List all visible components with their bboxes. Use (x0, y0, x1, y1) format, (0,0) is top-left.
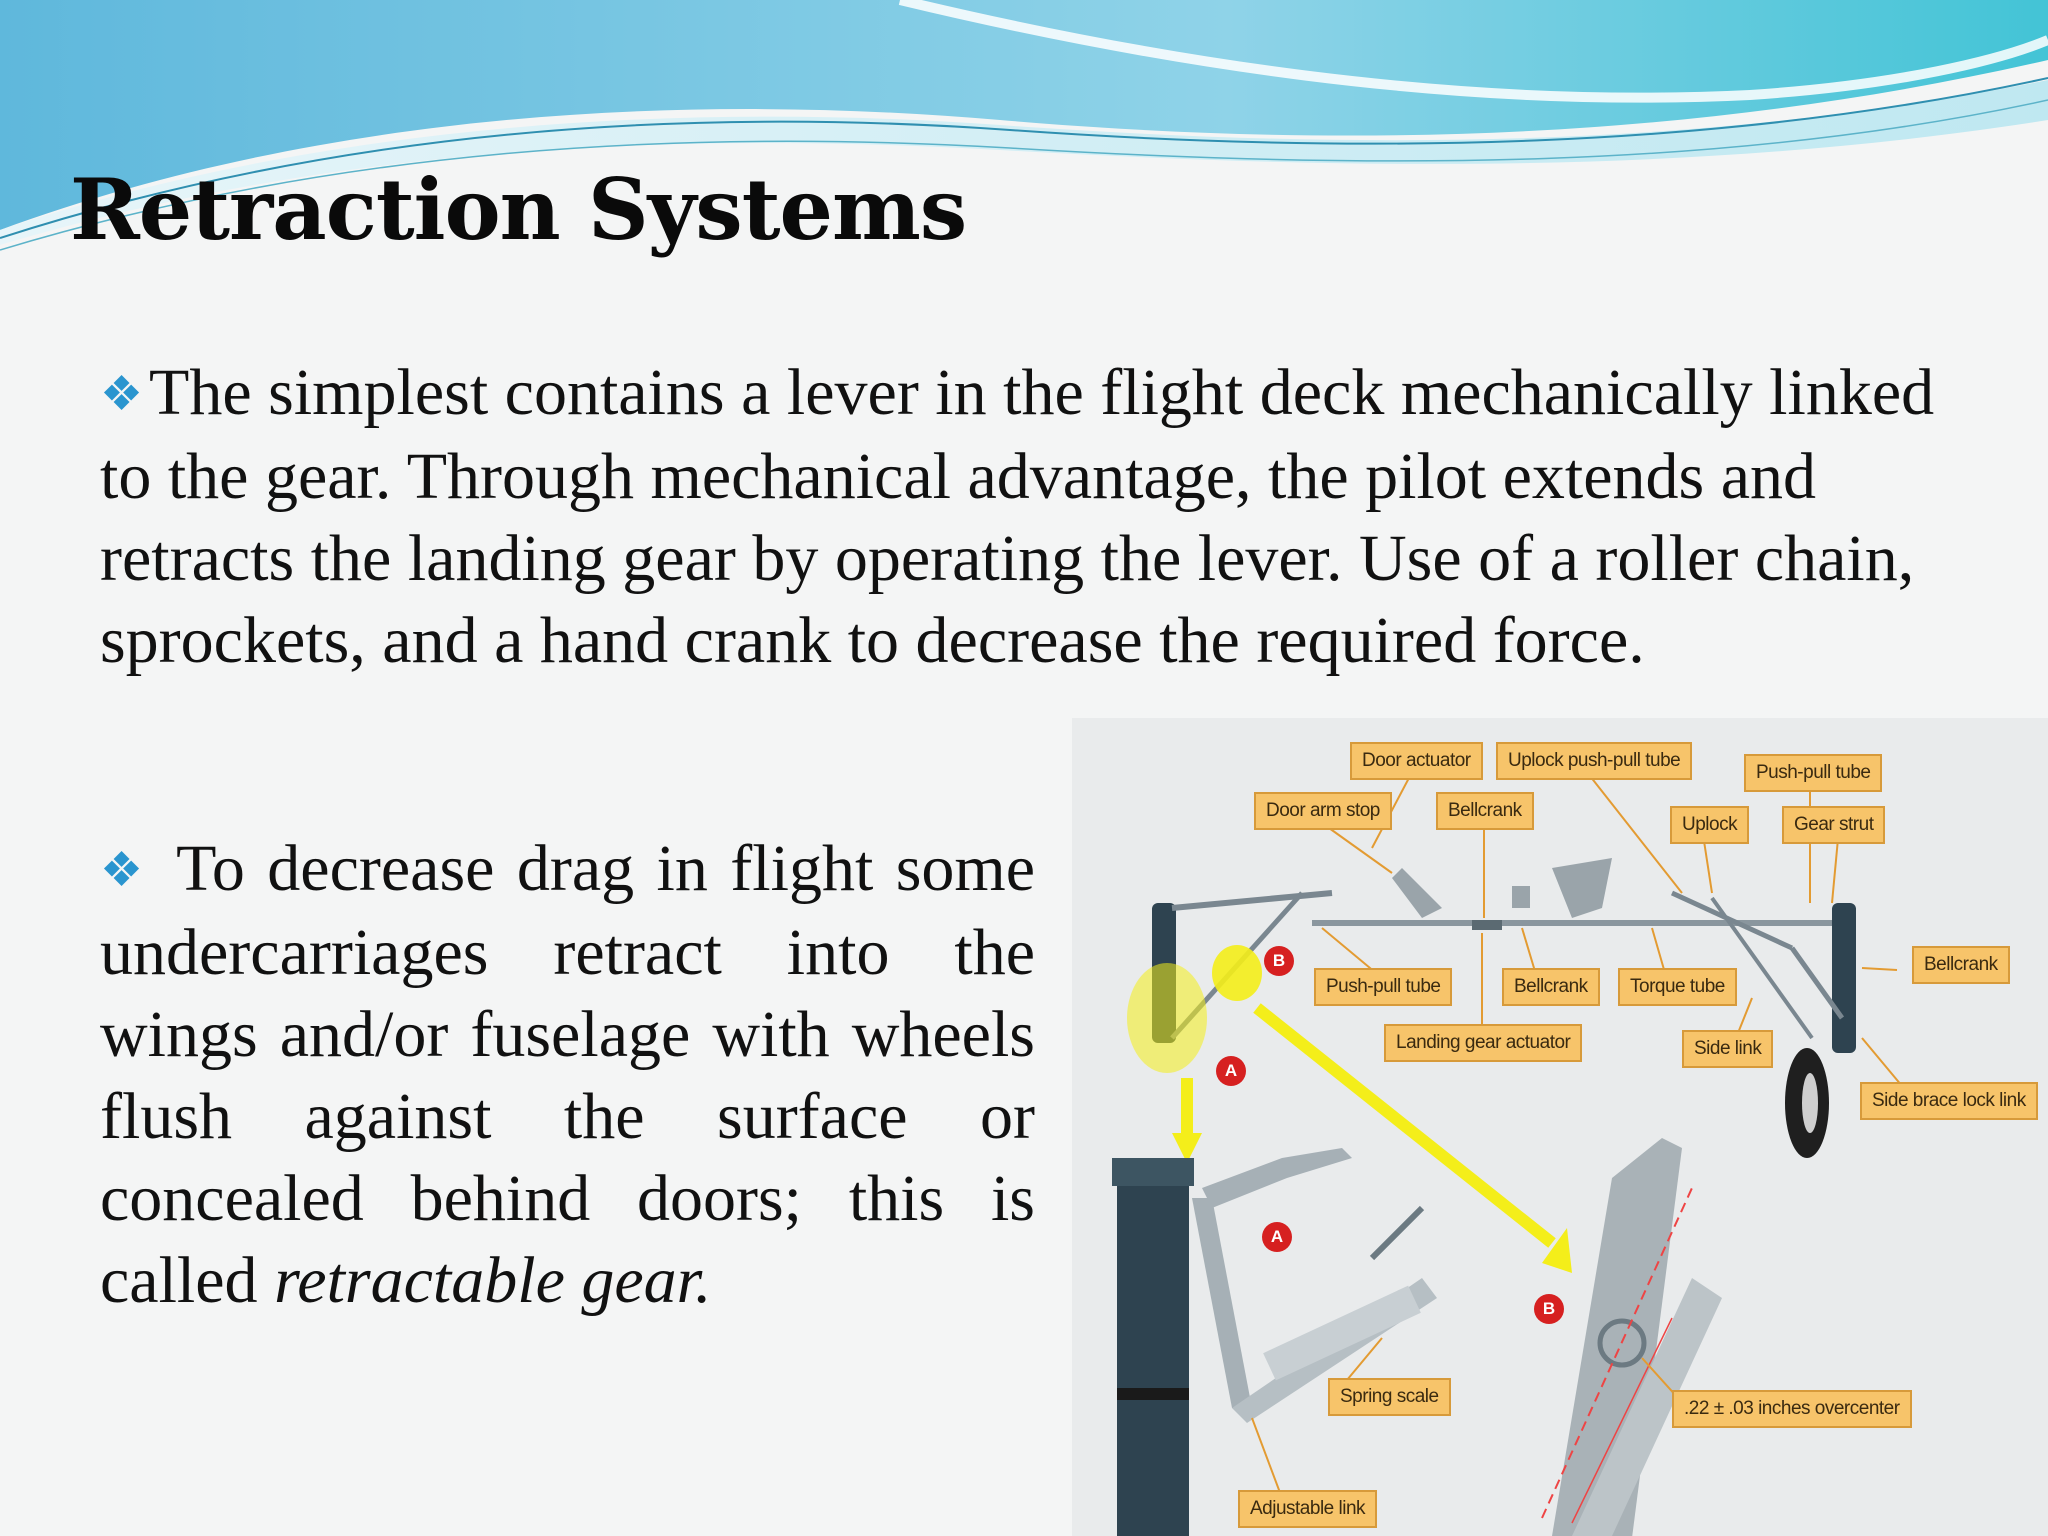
bullet-diamond-icon: ❖ (100, 368, 144, 421)
label-gear-strut: Gear strut (1782, 806, 1885, 844)
slide-title: Retraction Systems (70, 160, 967, 259)
label-bellcrank-right: Bellcrank (1912, 946, 2010, 984)
label-uplock-push-pull-tube: Uplock push-pull tube (1496, 742, 1692, 780)
bullet-paragraph-1 (100, 352, 1990, 682)
paragraph-2-emphasis: retractable gear. (274, 1244, 712, 1317)
label-door-arm-stop: Door arm stop (1254, 792, 1392, 830)
label-overcenter: .22 ± .03 inches overcenter (1672, 1390, 1912, 1428)
label-torque-tube: Torque tube (1618, 968, 1737, 1006)
paragraph-2-text: To decrease drag in flight some undercarriages retract into the wings and/or fuselage with wheels flush against the surface or concealed behind doors; this is called (100, 832, 1036, 1317)
paragraph-1-text: The simplest contains a lever in the flight deck mechanically linked to the gear. Through mechanical advantage, the pilot extends and retracts the landing gear by operating the lever. Use of a roller chain, sprockets, and a hand crank to decrease the required force. (100, 356, 1935, 677)
label-side-brace-lock-link: Side brace lock link (1860, 1082, 2038, 1120)
label-side-link: Side link (1682, 1030, 1773, 1068)
marker-a-upper: A (1216, 1056, 1246, 1086)
label-bellcrank-mid: Bellcrank (1502, 968, 1600, 1006)
label-uplock: Uplock (1670, 806, 1749, 844)
marker-b-upper: B (1264, 946, 1294, 976)
label-push-pull-tube-mid: Push-pull tube (1314, 968, 1452, 1006)
marker-b-lower: B (1534, 1294, 1564, 1324)
landing-gear-diagram (1072, 718, 2048, 1536)
marker-a-lower: A (1262, 1222, 1292, 1252)
label-door-actuator: Door actuator (1350, 742, 1483, 780)
bullet-paragraph-2 (100, 828, 1035, 1322)
label-spring-scale: Spring scale (1328, 1378, 1451, 1416)
label-push-pull-tube-top: Push-pull tube (1744, 754, 1882, 792)
bullet-diamond-icon: ❖ (100, 844, 149, 897)
label-bellcrank-top: Bellcrank (1436, 792, 1534, 830)
label-adjustable-link: Adjustable link (1238, 1490, 1377, 1528)
label-landing-gear-actuator: Landing gear actuator (1384, 1024, 1582, 1062)
